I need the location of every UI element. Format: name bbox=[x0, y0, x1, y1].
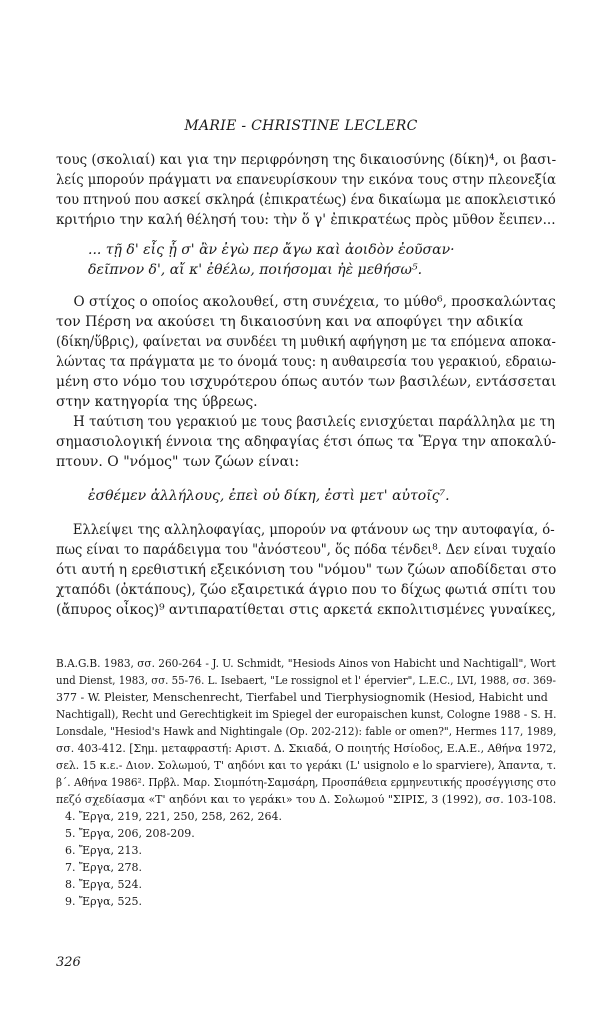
paragraph-3 bbox=[56, 412, 556, 472]
page-number: 326 bbox=[56, 955, 81, 970]
text-line: λώντας τα πράγματα με το όνομά τους: η αυθαιρεσία του γερακιού, εδραιω- bbox=[56, 354, 557, 370]
footnote-line: B.A.G.B. 1983, σσ. 260-264 - J. U. Schmidt, "Hesiods Ainos von Habicht und Nachtigall", Wort bbox=[56, 657, 556, 670]
paragraph-1 bbox=[56, 150, 556, 230]
footnote-line: Nachtigall), Recht und Gerechtigkeit im Spiegel der europaischen kunst, Cologne 1988 - S. H. bbox=[56, 708, 557, 721]
text-line: κριτήριο την καλή θέλησή του: τὴν ὅ γ' ἐπικρατέως πρὸς μῦθον ἔειπεν... bbox=[56, 212, 556, 228]
footnote-line: und Dienst, 1983, σσ. 55-76. L. Isebaert, "Le rossignol et l' épervier", L.E.C., LVI, 1988, σσ. 369- bbox=[56, 674, 556, 687]
footnote-item: 9. Ἔργα, 525. bbox=[65, 895, 143, 908]
text-line: χταπόδι (ὀκτάπους), ζώο εξαιρετικά άγριο που το δίχως φωτιά σπίτι του bbox=[56, 582, 556, 598]
footnote-item: 4. Ἔργα, 219, 221, 250, 258, 262, 264. bbox=[65, 810, 282, 823]
footnote-line: σελ. 15 κ.ε.- Διον. Σολωμού, Τ' αηδόνι και το γεράκι (L' usignolo e lo sparviere), Άπαντα, τ. bbox=[56, 759, 557, 772]
text-line: τον Πέρση να ακούσει τη δικαιοσύνη και να αποφύγει την αδικία bbox=[56, 314, 524, 330]
footnote-line: Lonsdale, "Hesiod's Hawk and Nightingale (Op. 202-212): fable or omen?", Hermes 117, 1989, bbox=[56, 725, 557, 738]
verse-quote-2 bbox=[56, 486, 556, 506]
running-head: MARIE - CHRISTINE LECLERC bbox=[184, 118, 418, 134]
text-line: (δίκη/ὕβρις), φαίνεται να συνδέει τη μυθική αφήγηση με τα επόμενα αποκα- bbox=[56, 334, 556, 350]
text-line: μένη στο νόμο του ισχυρότερου όπως αυτόν των βασιλέων, εντάσσεται bbox=[56, 374, 557, 390]
footnote-item: 8. Ἔργα, 524. bbox=[65, 878, 143, 891]
text-line: πτουν. Ο "νόμος" των ζώων είναι: bbox=[56, 454, 300, 470]
verse-line: ... τῇ δ' εἶς ᾗ σ' ἂν ἐγὼ περ ἄγω καὶ ἀοιδὸν ἐοῦσαν· bbox=[88, 242, 455, 258]
footnote-line: σσ. 403-412. [Σημ. μεταφραστή: Αριστ. Δ. Σκιαδά, Ο ποιητής Ησίοδος, Ε.Α.Ε., Αθήνα 1972, bbox=[56, 742, 557, 755]
footnote-item: 6. Ἔργα, 213. bbox=[65, 844, 143, 857]
verse-line: δεῖπνον δ', αἴ κ' ἐθέλω, ποιήσομαι ἠὲ μεθήσω⁵. bbox=[88, 262, 423, 278]
text-line: Ελλείψει της αλληλοφαγίας, μπορούν να φτάνουν ως την αυτοφαγία, ό- bbox=[72, 522, 555, 538]
paragraph-2 bbox=[56, 292, 556, 412]
footnote-line: 377 - W. Pleister, Menschenrecht, Tierfabel und Tierphysiognomik (Hesiod, Habicht und bbox=[56, 691, 548, 704]
text-line: Η ταύτιση του γερακιού με τους βασιλείς ενισχύεται παράλληλα με τη bbox=[73, 414, 555, 430]
footnote-line: β΄. Αθήνα 1986². Πρβλ. Μαρ. Σιομπότη-Σαμσάρη, Προσπάθεια ερμηνευτικής προσέγγισης στο bbox=[56, 776, 556, 789]
text-line: ότι αυτή η ερεθιστική εξεικόνιση του "νόμου" των ζώων αποδίδεται στο bbox=[56, 562, 557, 578]
text-line: σημασιολογική έννοια της αδηφαγίας έτσι όπως τα Ἔργα την αποκαλύ- bbox=[56, 434, 556, 450]
footnote-continuation bbox=[56, 655, 556, 808]
text-line: (ἄπυρος οἶκος)⁹ αντιπαρατίθεται στις αρκετά εκπολιτισμένες γυναίκες, bbox=[56, 602, 556, 618]
verse-line: ἐσθέμεν ἀλλήλους, ἐπεὶ οὐ δίκη, ἐστὶ μετ' αὐτοῖς⁷. bbox=[88, 488, 450, 504]
footnote-list bbox=[56, 808, 556, 910]
text-line: λείς μπορούν πράγματι να επανευρίσκουν την εικόνα τους στην πλεονεξία bbox=[56, 172, 556, 188]
verse-quote-1 bbox=[56, 240, 556, 280]
text-line: τους (σκολιαί) και για την περιφρόνηση της δικαιοσύνης (δίκη)⁴, οι βασι- bbox=[56, 152, 557, 168]
text-line: στην κατηγορία της ύβρεως. bbox=[56, 394, 258, 410]
footnote-item: 5. Ἔργα, 206, 208-209. bbox=[65, 827, 195, 840]
text-line: πως είναι το παράδειγμα του "ἀνόστεου", ὅς πόδα τένδει⁸. Δεν είναι τυχαίο bbox=[56, 542, 556, 558]
footnote-line: πεζό σχεδίασμα «Τ' αηδόνι και το γεράκι» του Δ. Σολωμού "ΣΙΡΙΣ, 3 (1992), σσ. 103-108. bbox=[56, 793, 557, 806]
paragraph-4 bbox=[56, 520, 556, 620]
footnotes-section bbox=[56, 655, 556, 910]
main-text bbox=[56, 150, 556, 620]
footnote-item: 7. Ἔργα, 278. bbox=[65, 861, 143, 874]
text-line: του πτηνού που ασκεί σκληρά (ἐπικρατέως) ένα δικαίωμα με αποκλειστικό bbox=[56, 192, 556, 208]
text-line: Ο στίχος ο οποίος ακολουθεί, στη συνέχεια, το μύθο⁶, προσκαλώντας bbox=[73, 294, 556, 310]
